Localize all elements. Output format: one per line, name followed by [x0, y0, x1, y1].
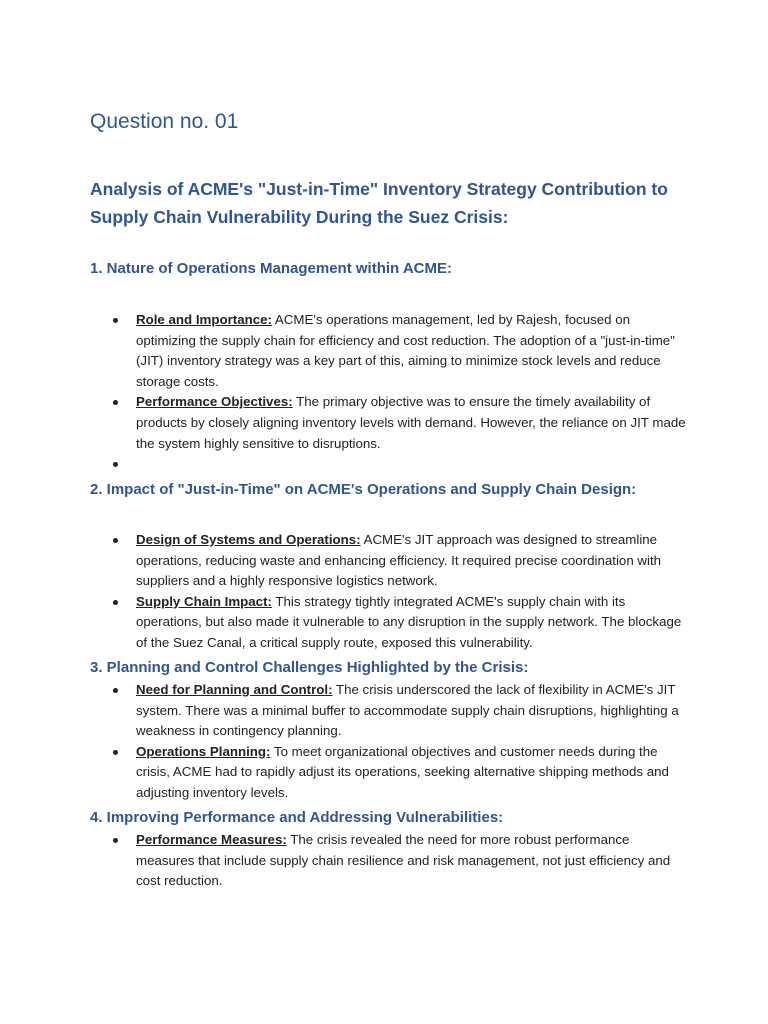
bullet-icon [113, 400, 118, 405]
bullet-icon [113, 838, 118, 843]
section-1-list [90, 310, 690, 475]
bullet-icon [113, 600, 118, 605]
item-term: Design of Systems and Operations: [136, 532, 361, 547]
item-term: Performance Measures: [136, 832, 287, 847]
list-item-empty [90, 454, 690, 475]
bullet-icon [113, 462, 118, 467]
section-4-list [90, 830, 690, 892]
section-heading-4: 4. Improving Performance and Addressing Vulnerabilities: [90, 809, 504, 826]
item-term: Supply Chain Impact: [136, 593, 272, 609]
item-text: The crisis revealed the need for more robust performance measures that include supply chain resilience and risk management, not just efficiency and cost reduction. [136, 832, 671, 889]
section-2-list [90, 530, 690, 654]
bullet-icon [113, 318, 118, 323]
item-term: Operations Planning: [136, 743, 271, 759]
list-item [90, 830, 690, 892]
item-text: The primary objective was to ensure the timely availability of products by closely aligning inventory levels with demand. However, the reliance on JIT made the system highly sensitive to disruptions. [136, 394, 686, 451]
bullet-icon [113, 688, 118, 693]
item-text: To meet organizational objectives and customer needs during the crisis, ACME had to rapidly adjust its operations, seeking alternative shipping methods and adjusting inventory levels. [136, 743, 669, 800]
list-item [90, 530, 690, 592]
section-heading-3: 3. Planning and Control Challenges Highlighted by the Crisis: [90, 659, 529, 676]
list-item [90, 742, 690, 804]
list-item [90, 592, 690, 654]
item-term: Role and Importance: [136, 312, 272, 327]
section-heading-1: 1. Nature of Operations Management within ACME: [90, 260, 452, 277]
section-3-list [90, 680, 690, 804]
list-item [90, 680, 690, 742]
bullet-icon [113, 538, 118, 543]
item-text: The crisis underscored the lack of flexibility in ACME's JIT system. There was a minimal buffer to accommodate supply chain disruptions, highlighting a weakness in contingency planning. [136, 682, 679, 739]
item-text: This strategy tightly integrated ACME's supply chain with its operations, but also made it vulnerable to any disruption in the supply network. The blockage of the Suez Canal, a critical supply route, exposed this vulnerability. [136, 593, 682, 650]
item-text: ACME's JIT approach was designed to streamline operations, reducing waste and enhancing efficiency. It required precise coordination with suppliers and a highly responsive logistics network. [136, 532, 662, 589]
item-term: Performance Objectives: [136, 394, 293, 410]
bullet-icon [113, 750, 118, 755]
section-heading-2: 2. Impact of "Just-in-Time" on ACME's Operations and Supply Chain Design: [90, 481, 637, 498]
list-item [90, 392, 690, 454]
document-subtitle: Analysis of ACME's "Just-in-Time" Inventory Strategy Contribution to Supply Chain Vulnerability During the Suez Crisis: [90, 179, 668, 227]
item-text: ACME's operations management, led by Rajesh, focused on optimizing the supply chain for efficiency and cost reduction. The adoption of a "just-in-time" (JIT) inventory strategy was a key part of this, aiming to minimize stock levels and reduce storage costs. [136, 312, 675, 389]
list-item [90, 310, 690, 392]
page-title: Question no. 01 [90, 110, 239, 133]
item-term: Need for Planning and Control: [136, 682, 333, 697]
